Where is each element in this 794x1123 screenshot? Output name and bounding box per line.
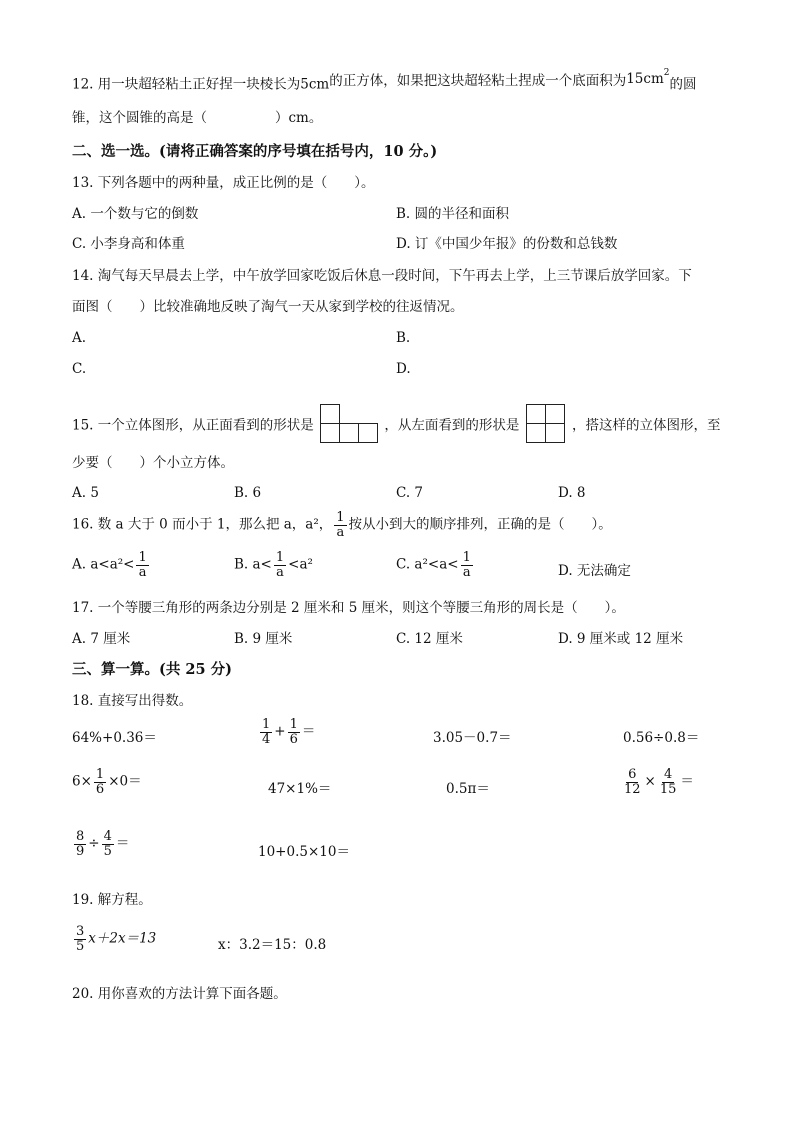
q17-option-b[interactable]: B. 9 厘米 bbox=[234, 631, 293, 647]
q18-expr-9: $\frac{8}{9}$ ÷ $\frac{4}{5}$ ＝ bbox=[76, 829, 130, 859]
q18-expr-6: 47×1%＝ bbox=[268, 781, 332, 797]
q19-equation-1: $\frac{3}{5}$ x＋2x＝13 bbox=[76, 924, 157, 954]
q18-expr-8: $\frac{6}{12}$ × $\frac{4}{15}$ ＝ bbox=[624, 767, 694, 797]
fraction-one-over-a: $\frac{1}{a}$ bbox=[336, 510, 345, 540]
q17-option-d[interactable]: D. 9 厘米或 12 厘米 bbox=[558, 631, 684, 647]
q13-option-d[interactable]: D. 订《中国少年报》的份数和总钱数 bbox=[396, 236, 618, 252]
q18-expr-5: 6× $\frac{1}{6}$ ×0＝ bbox=[72, 767, 142, 797]
q17-option-c[interactable]: C. 12 厘米 bbox=[396, 631, 463, 647]
q18-expr-4: 0.56÷0.8＝ bbox=[623, 730, 700, 746]
q14-option-c[interactable]: C. bbox=[72, 361, 87, 377]
q13-stem: 13. 下列各题中的两种量，成正比例的是（ ）。 bbox=[72, 175, 375, 191]
section3-heading: 三、算一算。(共 25 分) bbox=[72, 661, 232, 678]
fraction-one-over-a: $\frac{1}{a}$ bbox=[462, 550, 471, 580]
q14-stem-line2: 面图（ ）比较准确地反映了淘气一天从家到学校的往返情况。 bbox=[72, 299, 464, 315]
fraction-one-over-a: $\frac{1}{a}$ bbox=[138, 550, 147, 580]
q14-stem-line1: 14. 淘气每天早晨去上学，中午放学回家吃饭后休息一段时间，下午再去上学，上三节课后放学回家。下 bbox=[72, 268, 692, 284]
q14-option-a[interactable]: A. bbox=[72, 330, 87, 346]
q19-stem: 19. 解方程。 bbox=[72, 892, 152, 908]
q13-option-b[interactable]: B. 圆的半径和面积 bbox=[396, 206, 510, 222]
q17-option-a[interactable]: A. 7 厘米 bbox=[72, 631, 131, 647]
q16-stem: 16. 数 a 大于 0 而小于 1，那么把 a，a²， $\frac{1}{a}$ 按从小到大的顺序排列，正确的是（ ）。 bbox=[72, 510, 612, 540]
q15-option-d[interactable]: D. 8 bbox=[558, 485, 586, 501]
q13-option-c[interactable]: C. 小李身高和体重 bbox=[72, 236, 185, 252]
q18-stem: 18. 直接写出得数。 bbox=[72, 693, 193, 709]
fraction-one-over-a: $\frac{1}{a}$ bbox=[275, 550, 285, 580]
q15-stem-line2: 少要（ ）个小立方体。 bbox=[72, 455, 234, 471]
q18-expr-2: $\frac{1}{4}$ + $\frac{1}{6}$ ＝ bbox=[262, 717, 316, 747]
q15-stem-line1: 15. 一个立体图形，从正面看到的形状是 ，从左面看到的形状是 ，搭这样的立体图形，至 bbox=[72, 406, 720, 446]
section2-heading: 二、选一选。(请将正确答案的序号填在括号内，10 分。) bbox=[72, 143, 438, 160]
q20-stem: 20. 用你喜欢的方法计算下面各题。 bbox=[72, 986, 287, 1002]
q15-option-a[interactable]: A. 5 bbox=[72, 485, 99, 501]
q13-option-a[interactable]: A. 一个数与它的倒数 bbox=[72, 206, 199, 222]
q18-expr-7: 0.5π＝ bbox=[446, 781, 490, 797]
q18-expr-3: 3.05－0.7＝ bbox=[433, 730, 512, 746]
q16-option-c[interactable]: C. a²<a< $\frac{1}{a}$ bbox=[396, 550, 471, 580]
q18-expr-1: 64%+0.36＝ bbox=[72, 730, 157, 746]
q19-equation-2: x：3.2＝15：0.8 bbox=[218, 937, 327, 953]
q12-line1: 12. 用一块超轻粘土正好捏一块棱长为5cm的正方体，如果把这块超轻粘土捏成一个底面积为$15cm^2$的圆 bbox=[72, 68, 697, 93]
left-view-figure bbox=[526, 404, 566, 444]
q16-option-b[interactable]: B. a< $\frac{1}{a}$ <a² bbox=[234, 550, 313, 580]
q16-option-d[interactable]: D. 无法确定 bbox=[558, 563, 631, 579]
q15-option-c[interactable]: C. 7 bbox=[396, 485, 424, 501]
q12-line2: 锥，这个圆锥的高是（ ）cm。 bbox=[72, 110, 323, 126]
q16-option-a[interactable]: A. a<a²< $\frac{1}{a}$ bbox=[72, 550, 147, 580]
q15-option-b[interactable]: B. 6 bbox=[234, 485, 262, 501]
q17-stem: 17. 一个等腰三角形的两条边分别是 2 厘米和 5 厘米，则这个等腰三角形的周长是（ ）。 bbox=[72, 600, 625, 616]
q14-option-d[interactable]: D. bbox=[396, 361, 411, 377]
q14-option-b[interactable]: B. bbox=[396, 330, 411, 346]
q18-expr-10: 10+0.5×10＝ bbox=[258, 844, 350, 860]
front-view-figure bbox=[320, 404, 378, 444]
